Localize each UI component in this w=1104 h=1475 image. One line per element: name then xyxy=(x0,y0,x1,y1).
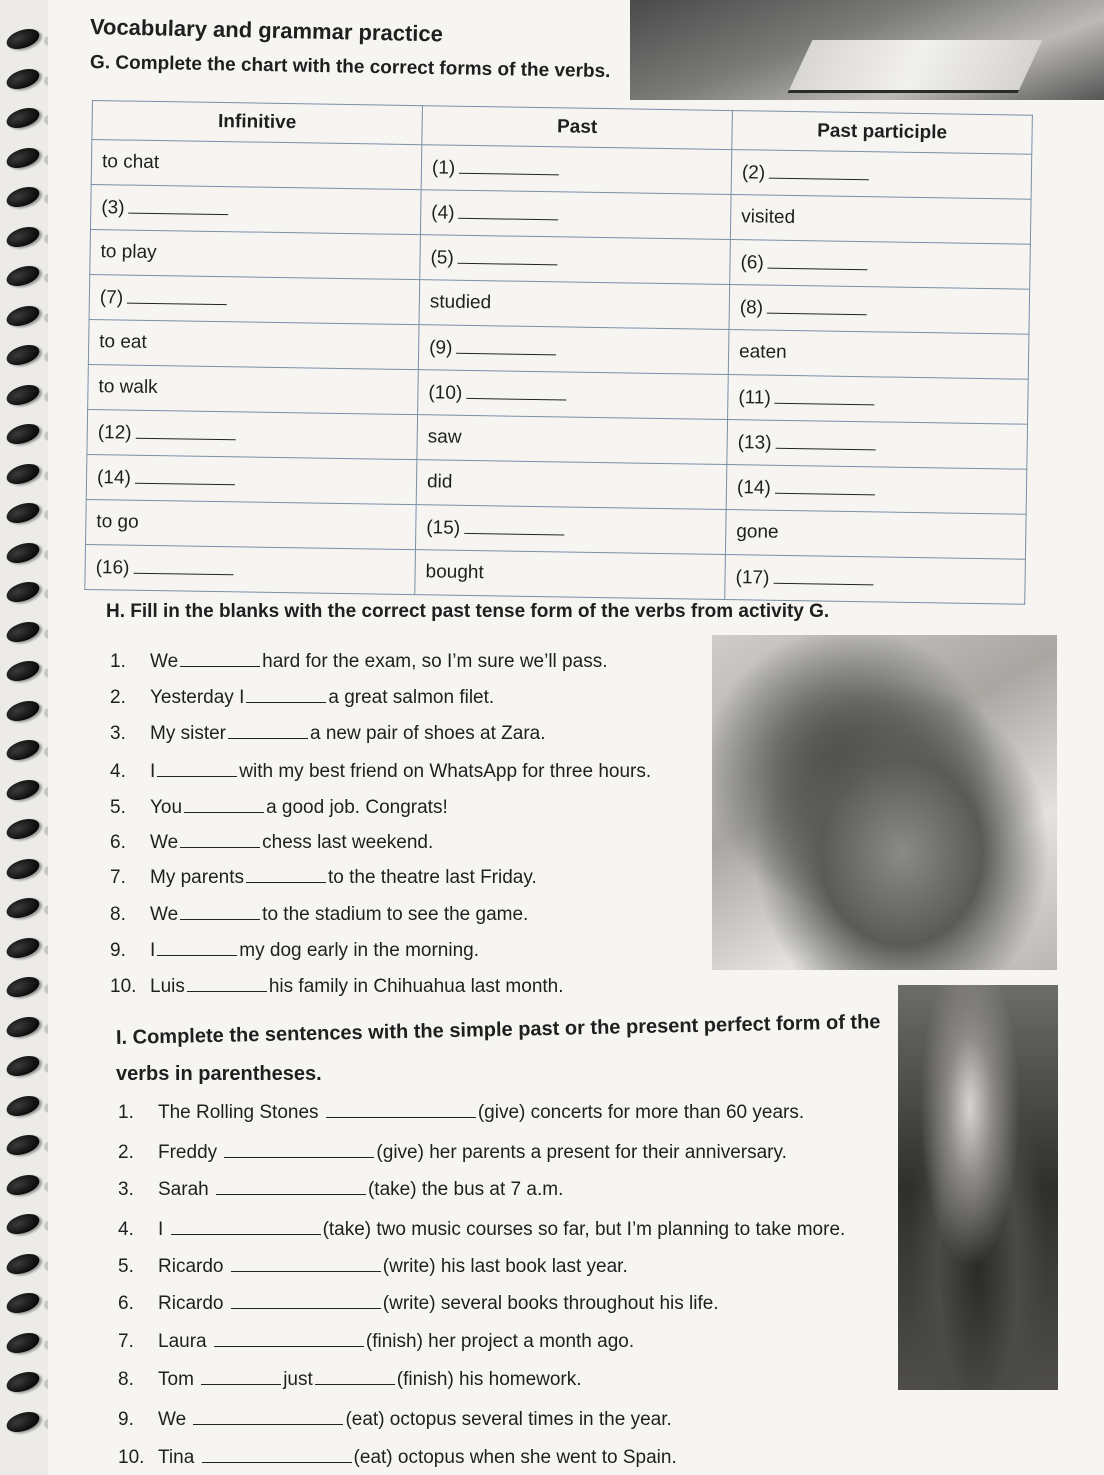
chart-cell-text: to chat xyxy=(101,151,160,174)
item-subject: I xyxy=(150,940,156,961)
chart-cell-text: (3) xyxy=(101,196,125,219)
answer-blank[interactable] xyxy=(216,1178,366,1195)
answer-blank[interactable] xyxy=(464,516,564,535)
item-subject: Ricardo xyxy=(158,1293,224,1314)
item-subject: Ricardo xyxy=(158,1256,224,1277)
chart-cell-past xyxy=(417,415,728,465)
item-subject: We xyxy=(150,904,179,925)
chart-cell-text: did xyxy=(426,471,453,493)
chart-cell-pp xyxy=(730,240,1031,290)
item-text: to the stadium to see the game. xyxy=(262,904,529,925)
item-text: with my best friend on WhatsApp for three hours. xyxy=(239,761,652,782)
spiral-coil xyxy=(4,65,42,93)
item-subject: Freddy xyxy=(158,1142,218,1163)
item-number: 3. xyxy=(118,1179,134,1200)
chart-cell-text: (9) xyxy=(428,336,453,359)
item-number: 4. xyxy=(110,761,126,782)
item-number: 9. xyxy=(110,940,126,961)
spiral-coil xyxy=(4,1210,42,1238)
chart-cell-inf xyxy=(88,319,419,369)
exercise-h-item xyxy=(110,686,494,709)
chart-cell-text: to eat xyxy=(99,331,147,353)
exercise-i-item xyxy=(118,1368,582,1391)
spiral-coil xyxy=(4,855,42,883)
chart-cell-text: (4) xyxy=(431,201,455,224)
spiral-coil xyxy=(4,499,42,527)
exercise-h-item xyxy=(110,975,564,998)
spiral-coil xyxy=(4,25,42,53)
chart-cell-text: (12) xyxy=(97,421,132,444)
spiral-coil xyxy=(4,1171,42,1199)
octopus-photo xyxy=(898,985,1058,1390)
chart-cell-past xyxy=(415,550,726,600)
answer-blank[interactable] xyxy=(458,201,558,220)
answer-blank[interactable] xyxy=(127,286,227,305)
spiral-coil xyxy=(4,1329,42,1357)
spiral-coil xyxy=(4,1408,42,1436)
chart-cell-text: (17) xyxy=(735,566,770,589)
answer-blank[interactable] xyxy=(180,903,260,920)
spiral-coil xyxy=(4,776,42,804)
item-subject: Luis xyxy=(150,976,185,997)
item-text: a great salmon filet. xyxy=(328,687,495,708)
answer-blank[interactable] xyxy=(767,296,867,315)
chart-cell-text: studied xyxy=(429,291,492,314)
spiral-coil xyxy=(4,539,42,567)
item-number: 8. xyxy=(118,1369,134,1390)
spiral-coil xyxy=(4,1013,42,1041)
item-subject: The Rolling Stones xyxy=(158,1102,319,1123)
answer-blank[interactable] xyxy=(171,1218,321,1235)
spiral-coil xyxy=(4,578,42,606)
open-book-image xyxy=(788,40,1043,93)
chart-cell-text: (6) xyxy=(740,251,764,274)
chart-cell-text: bought xyxy=(425,561,484,584)
spiral-coil xyxy=(4,736,42,764)
chart-cell-text: (11) xyxy=(738,386,771,409)
chart-cell-inf xyxy=(89,274,420,324)
spiral-coil xyxy=(4,1289,42,1317)
answer-blank[interactable] xyxy=(315,1368,395,1385)
chart-cell-text: (8) xyxy=(739,296,764,319)
chart-cell-text: visited xyxy=(741,206,796,229)
answer-blank[interactable] xyxy=(459,156,559,175)
chart-cell-past xyxy=(421,145,732,195)
item-text: (take) the bus at 7 a.m. xyxy=(367,1179,564,1200)
item-number: 10. xyxy=(110,976,137,997)
header-past: Past xyxy=(422,106,733,150)
item-text: chess last weekend. xyxy=(262,832,434,853)
exercise-h-item xyxy=(110,760,651,783)
answer-blank[interactable] xyxy=(775,386,875,405)
exercise-i-item xyxy=(118,1178,563,1201)
chart-cell-text: eaten xyxy=(738,341,787,363)
answer-blank[interactable] xyxy=(458,246,558,265)
spiral-coil xyxy=(4,697,42,725)
item-subject: My parents xyxy=(150,867,244,888)
item-subject: You xyxy=(150,797,183,818)
chart-cell-inf xyxy=(91,140,422,190)
exercise-h-item xyxy=(110,939,479,962)
answer-blank[interactable] xyxy=(180,831,260,848)
spiral-coil xyxy=(4,420,42,448)
item-number: 10. xyxy=(118,1447,145,1468)
item-number: 5. xyxy=(118,1256,134,1277)
item-text: (finish) her project a month ago. xyxy=(365,1331,635,1352)
answer-blank[interactable] xyxy=(193,1408,343,1425)
answer-blank[interactable] xyxy=(187,975,267,992)
chart-cell-text: (10) xyxy=(428,381,463,404)
spiral-coil xyxy=(4,183,42,211)
item-subject: Tina xyxy=(158,1447,195,1468)
header-infinitive: Infinitive xyxy=(92,101,423,145)
chart-cell-pp xyxy=(725,555,1026,605)
exercise-i-item xyxy=(118,1446,677,1469)
chart-cell-past xyxy=(420,190,731,240)
exercise-h-item xyxy=(110,866,537,889)
answer-blank[interactable] xyxy=(184,796,264,813)
chart-cell-text: gone xyxy=(736,521,779,543)
answer-blank[interactable] xyxy=(456,336,556,355)
chart-cell-text: (5) xyxy=(430,246,454,269)
chart-cell-text: saw xyxy=(427,426,462,448)
section-i-instruction-line1: I. Complete the sentences with the simple past or the present perfect form of the xyxy=(115,1010,881,1049)
item-number: 4. xyxy=(118,1219,134,1240)
item-number: 9. xyxy=(118,1409,134,1430)
item-subject: We xyxy=(158,1409,187,1430)
answer-blank[interactable] xyxy=(135,466,235,485)
exercise-h-item xyxy=(110,796,448,819)
chart-cell-pp xyxy=(728,375,1029,425)
spiral-coil xyxy=(4,144,42,172)
chart-cell-past xyxy=(420,235,731,285)
spiral-coil xyxy=(4,934,42,962)
answer-blank[interactable] xyxy=(157,939,237,956)
exercise-i-item xyxy=(118,1255,628,1278)
section-h-instruction: H. Fill in the blanks with the correct past tense form of the verbs from activity G. xyxy=(106,601,830,622)
answer-blank[interactable] xyxy=(157,760,237,777)
chart-cell-inf xyxy=(87,409,418,459)
spiral-coil xyxy=(4,1368,42,1396)
answer-blank[interactable] xyxy=(228,722,308,739)
chart-cell-text: (13) xyxy=(737,431,772,454)
salmon-photo xyxy=(712,635,1057,970)
chart-cell-text: (16) xyxy=(95,556,130,579)
item-subject: We xyxy=(150,651,179,672)
chart-cell-inf xyxy=(90,229,421,279)
chart-cell-text: (2) xyxy=(741,161,766,184)
chart-cell-inf xyxy=(86,454,417,504)
answer-blank[interactable] xyxy=(466,381,566,400)
answer-blank[interactable] xyxy=(128,196,228,215)
chart-cell-past xyxy=(415,505,726,555)
spiral-coil xyxy=(4,381,42,409)
item-text: a good job. Congrats! xyxy=(266,797,448,818)
answer-blank[interactable] xyxy=(769,161,869,180)
answer-blank[interactable] xyxy=(214,1330,364,1347)
exercise-i-item xyxy=(118,1101,804,1124)
answer-blank[interactable] xyxy=(231,1292,381,1309)
chart-cell-inf xyxy=(85,544,416,594)
chart-cell-text: (14) xyxy=(736,476,771,499)
item-number: 6. xyxy=(118,1293,134,1314)
item-subject: I xyxy=(150,761,156,782)
answer-blank[interactable] xyxy=(231,1255,381,1272)
spiral-coil xyxy=(4,104,42,132)
answer-blank[interactable] xyxy=(133,556,233,575)
chart-cell-past xyxy=(418,370,729,420)
chart-cell-text: (15) xyxy=(426,516,461,539)
verb-chart xyxy=(84,100,1033,605)
chart-cell-pp xyxy=(725,510,1026,560)
item-text: a new pair of shoes at Zara. xyxy=(310,723,546,744)
item-subject: Laura xyxy=(158,1331,207,1352)
item-text: his family in Chihuahua last month. xyxy=(268,976,564,997)
spiral-coil xyxy=(4,618,42,646)
exercise-i-item xyxy=(118,1408,672,1431)
item-subject: My sister xyxy=(150,723,226,744)
spiral-coil xyxy=(4,815,42,843)
spiral-coil xyxy=(4,302,42,330)
exercise-i-item xyxy=(118,1292,719,1315)
spiral-coil xyxy=(4,223,42,251)
chart-cell-text: (14) xyxy=(96,466,132,489)
header-past-participle: Past participle xyxy=(732,111,1033,155)
page-title: Vocabulary and grammar practice xyxy=(89,14,444,47)
item-text: (finish) his homework. xyxy=(396,1369,582,1390)
spiral-coil xyxy=(4,1131,42,1159)
exercise-h-item xyxy=(110,722,546,745)
exercise-i-item xyxy=(118,1218,845,1241)
item-text: (take) two music courses so far, but I’m planning to take more. xyxy=(322,1219,846,1240)
chart-cell-text: (7) xyxy=(99,286,124,309)
chart-cell-past xyxy=(416,460,727,510)
chart-cell-pp xyxy=(731,150,1032,200)
item-text: my dog early in the morning. xyxy=(239,940,480,961)
item-number: 7. xyxy=(110,867,126,888)
item-text: (give) her parents a present for their anniversary. xyxy=(376,1142,787,1163)
chart-cell-text: to walk xyxy=(98,376,158,399)
spiral-coil xyxy=(4,1250,42,1278)
spiral-coil xyxy=(4,460,42,488)
item-subject: Yesterday I xyxy=(150,687,245,708)
item-number: 3. xyxy=(110,723,126,744)
answer-blank[interactable] xyxy=(135,421,235,440)
item-number: 6. xyxy=(110,832,126,853)
item-number: 2. xyxy=(118,1142,134,1163)
chart-cell-inf xyxy=(86,499,417,549)
item-subject: Tom xyxy=(158,1369,194,1390)
chart-cell-text: (1) xyxy=(431,156,456,179)
chart-cell-text: to play xyxy=(100,241,157,264)
spiral-coil xyxy=(4,657,42,685)
item-text: (give) concerts for more than 60 years. xyxy=(477,1102,805,1123)
answer-blank[interactable] xyxy=(202,1446,352,1463)
chart-cell-pp xyxy=(728,330,1029,380)
answer-blank[interactable] xyxy=(246,686,326,703)
chart-cell-pp xyxy=(729,285,1030,335)
answer-blank[interactable] xyxy=(768,251,868,270)
answer-blank[interactable] xyxy=(224,1141,374,1158)
chart-cell-pp xyxy=(730,195,1031,245)
exercise-h-item xyxy=(110,903,528,926)
answer-blank[interactable] xyxy=(775,431,875,450)
chart-cell-inf xyxy=(90,184,421,234)
answer-blank[interactable] xyxy=(773,566,873,585)
exercise-i-item xyxy=(118,1141,787,1164)
chart-cell-inf xyxy=(88,364,419,414)
answer-blank[interactable] xyxy=(201,1368,281,1385)
spiral-coil xyxy=(4,1052,42,1080)
item-number: 1. xyxy=(118,1102,134,1123)
chart-cell-pp xyxy=(727,420,1028,470)
item-number: 7. xyxy=(118,1331,134,1352)
spiral-coil xyxy=(4,894,42,922)
item-number: 1. xyxy=(110,651,126,672)
chart-cell-past xyxy=(419,280,730,330)
item-text: (eat) octopus several times in the year. xyxy=(345,1409,672,1430)
exercise-h-item xyxy=(110,650,607,673)
item-subject: Sarah xyxy=(158,1179,209,1200)
item-number: 5. xyxy=(110,797,126,818)
answer-blank[interactable] xyxy=(180,650,260,667)
exercise-h-item xyxy=(110,831,433,854)
answer-blank[interactable] xyxy=(775,476,875,495)
spiral-coil xyxy=(4,1092,42,1120)
spiral-coil xyxy=(4,973,42,1001)
item-subject: I xyxy=(158,1219,164,1240)
item-adverb: just xyxy=(283,1369,313,1390)
chart-cell-pp xyxy=(726,465,1027,515)
answer-blank[interactable] xyxy=(246,866,326,883)
exercise-i-item xyxy=(118,1330,634,1353)
item-text: to the theatre last Friday. xyxy=(327,867,537,888)
item-number: 8. xyxy=(110,904,126,925)
chart-cell-past xyxy=(418,325,729,375)
spiral-coil xyxy=(4,341,42,369)
item-text: (write) his last book last year. xyxy=(382,1256,628,1277)
chart-cell-text: to go xyxy=(96,511,139,533)
item-text: (write) several books throughout his life. xyxy=(382,1293,719,1314)
spiral-coil xyxy=(4,262,42,290)
item-subject: We xyxy=(150,832,179,853)
section-i-instruction-line2: verbs in parentheses. xyxy=(116,1063,322,1085)
answer-blank[interactable] xyxy=(326,1101,476,1118)
item-text: (eat) octopus when she went to Spain. xyxy=(353,1447,677,1468)
item-text: hard for the exam, so I’m sure we’ll pass. xyxy=(262,651,608,672)
section-g-instruction: G. Complete the chart with the correct forms of the verbs. xyxy=(89,52,611,83)
item-number: 2. xyxy=(110,687,126,708)
